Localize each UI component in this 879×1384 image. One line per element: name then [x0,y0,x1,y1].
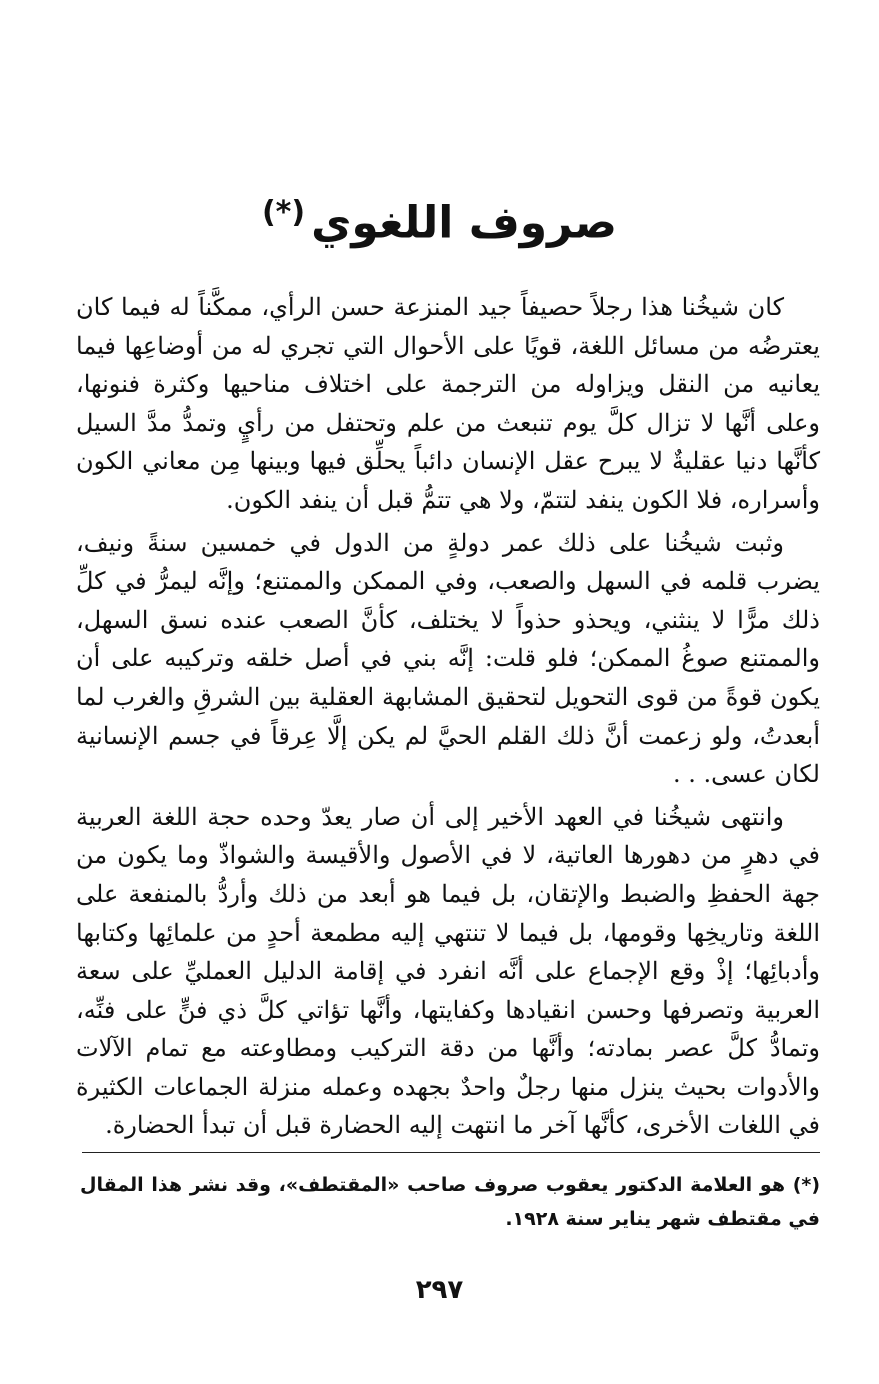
paragraph-2: وثبت شيخُنا على ذلك عمر دولةٍ من الدول في خمسين سنةً ونيف، يضرب قلمه في السهل والصعب، وفي الممكن والممتنع؛ وإنَّه ليمرُّ في كلِّ ذلك مرًّا لا ينثني، ويحذو حذواً لا يختلف، كأنَّ الصعب عنده نسق السهل، والممتنع صوغُ الممكن؛ فلو قلت: إنَّه بني في أصل خلقه وتركيبه على أن يكون قوةً من قوى التحويل لتحقيق المشابهة العقلية بين الشرقِ والغرب لما أبعدتُ، ولو زعمت أنَّ ذلك القلم الحيَّ لم يكن إلَّا عِرقاً في جسم الإنسانية لكان عسى. . . [76,528,820,789]
article-title-text: صروف اللغوي [311,197,618,249]
paragraph-3: وانتهى شيخُنا في العهد الأخير إلى أن صار يعدّ وحده حجة اللغة العربية في دهرٍ من دهورها العاتية، لا في الأصول والأقيسة والشواذّ وما يكون من جهة الحفظِ والضبط والإتقان، بل فيما هو أبعد من ذلك وأردُّ بالمنفعة على اللغة وتاريخِها وقومها، بل فيما لا تنتهي إليه مطمعة أحدٍ من علمائِها وكتابها وأدبائِها؛ إذْ وقع الإجماع على أنَّه انفرد في إقامة الدليل العمليِّ على سعة العربية وتصرفها وحسن انقيادها وكفايتها، وأنَّها تؤاتي كلَّ ذي فنٍّ على فنِّه، وتمادُّ كلَّ عصر بمادته؛ وأنَّها من دقة التركيب ومطاوعته مع تمام الآلات والأدوات بحيث ينزل منها رجلٌ واحدٌ بجهده وعمله منزلة الجماعات الكثيرة في اللغات الأخرى، كأنَّها آخر ما انتهت إليه الحضارة قبل أن تبدأ الحضارة. [76,802,820,1140]
article-title [0,178,879,259]
footnote-divider [82,1152,820,1153]
article-body [76,288,820,1145]
footnote: (*) هو العلامة الدكتور يعقوب صروف صاحب «المقتطف»، وقد نشر هذا المقال في مقتطف شهر يناير سنة ١٩٢٨. [80,1174,820,1230]
paragraph-1: كان شيخُنا هذا رجلاً حصيفاً جيد المنزعة حسن الرأي، ممكَّناً له فيما كان يعترضُه من مسائل اللغة، قويًا على الأحوال التي تجري له من أوضاعِها فيما يعانيه من النقل ويزاوله من الترجمة على اختلاف مناحيها وكثرة فنونها، وعلى أنَّها لا تزال كلَّ يوم تنبعث من علم وتحتفل من رأيٍ وتمدُّ مدَّ السيل كأنَّها دنيا عقليةٌ لا يبرح عقل الإنسان دائباً يحلِّق فيها وبينها مِن معاني الكون وأسراره، فلا الكون ينفد لتتمّ، ولا هي تتمُّ قبل أن ينفد الكون. [76,293,820,514]
page-number: ٢٩٧ [415,1275,464,1305]
footnote-marker: (*) [261,195,306,230]
